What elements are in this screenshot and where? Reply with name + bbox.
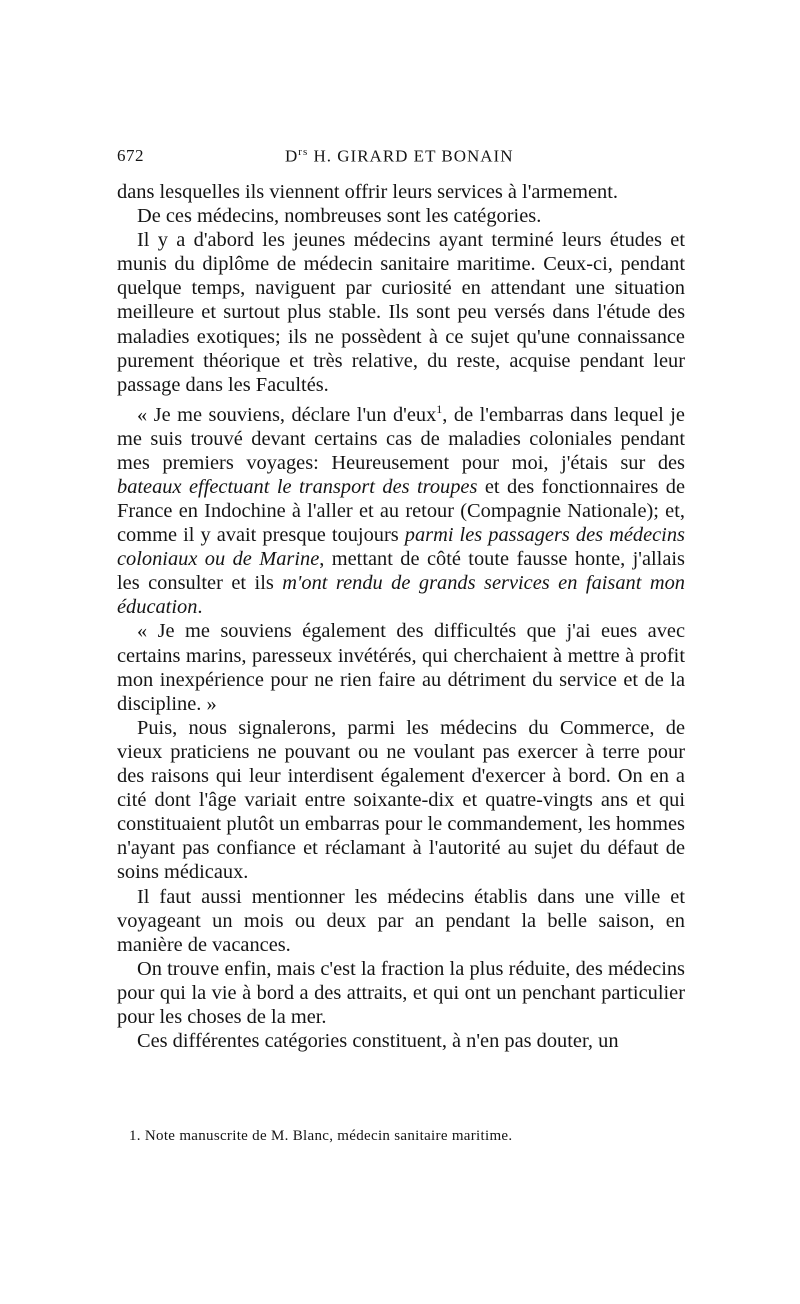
paragraph — [117, 885, 685, 957]
paragraph-text: On trouve enfin, mais c'est la fraction la plus réduite, des médecins pour qui la vie à bord a des attraits, et qui ont un penchant particulier pour les choses de la mer. — [117, 957, 685, 1028]
paragraph — [117, 228, 685, 397]
footnote-marker: 1 — [436, 401, 443, 416]
page-number: 672 — [117, 146, 144, 165]
running-title — [285, 146, 514, 167]
paragraph — [117, 716, 685, 885]
paragraph-text: Ces différentes catégories constituent, à n'en pas douter, un — [137, 1030, 619, 1053]
paragraph-text: « Je me souviens également des difficultés que j'ai eues avec certains marins, paresseux invétérés, qui cherchaient à mettre à profit mon inexpérience pour ne rien faire au détriment du service et de la discipline. » — [117, 620, 685, 715]
running-title-authors: H. GIRARD ET BONAIN — [308, 146, 514, 166]
paragraph — [117, 204, 685, 228]
paragraph-text: , mettant de côté toute fausse honte, j'allais les consulter et ils — [117, 548, 685, 595]
italic-text: m'ont rendu de grands services en faisant mon éducation — [117, 572, 686, 619]
running-title-sup: rs — [298, 146, 309, 158]
paragraph-text: De ces médecins, nombreuses sont les catégories. — [137, 205, 542, 228]
paragraph-text: et des fonctionnaires de France en Indochine à l'aller et au retour (Compagnie Nationale); et, comme il y avait presque toujours — [117, 475, 685, 547]
footnote — [117, 1128, 685, 1145]
paragraph-text: dans lesquelles ils viennent offrir leurs services à l'armement. — [117, 181, 619, 203]
footnote-number: 1. — [129, 1128, 141, 1144]
paragraph-text: « Je me souviens, déclare l'un d'eux — [137, 403, 437, 426]
paragraph — [117, 180, 685, 204]
paragraph-text: Il faut aussi mentionner les médecins établis dans une ville et voyageant un mois ou deux par an pendant la belle saison, en manière de vacances. — [117, 885, 685, 956]
paragraph — [117, 957, 685, 1029]
paragraph — [117, 1029, 685, 1053]
italic-text: bateaux effectuant le transport des troupes — [117, 475, 478, 498]
quote-paragraph — [117, 619, 685, 715]
paragraph-text: Il y a d'abord les jeunes médecins ayant terminé leurs études et munis du diplôme de médecin sanitaire maritime. Ceux-ci, pendant quelque temps, naviguent par curiosité en attendant une situation meilleure et surtout plus stable. Ils sont peu versés dans l'étude des maladies exotiques; ils ne possèdent à ce sujet qu'une connaissance purement théorique et très relative, du reste, acquise pendant leur passage dans les Facultés. — [117, 229, 685, 396]
quote-paragraph — [117, 397, 685, 620]
footnote-text: Note manuscrite de M. Blanc, médecin sanitaire maritime. — [140, 1128, 513, 1144]
paragraph-text: , de l'embarras dans lequel je me suis trouvé devant certains cas de maladies coloniales pendant mes premiers voyages: Heureusement pour moi, j'étais sur des — [117, 403, 685, 474]
paragraph-text: . — [197, 596, 203, 619]
body-text — [117, 180, 685, 1053]
italic-text: parmi les passagers des médecins coloniaux ou de Marine — [117, 524, 685, 571]
running-header — [117, 146, 685, 170]
paragraph-text: Puis, nous signalerons, parmi les médecins du Commerce, de vieux praticiens ne pouvant ou ne voulant pas exercer à terre pour des raisons qui leur interdisent également d'exercer à bord. On en a cité dont l'âge variait entre soixante-dix et quatre-vingts ans et qui constituaient plutôt un embarras pour le commandement, les hommes n'ayant pas confiance et réclamant à l'autorité au sujet du défaut de soins médicaux. — [117, 716, 685, 884]
running-title-prefix: D — [285, 146, 299, 166]
